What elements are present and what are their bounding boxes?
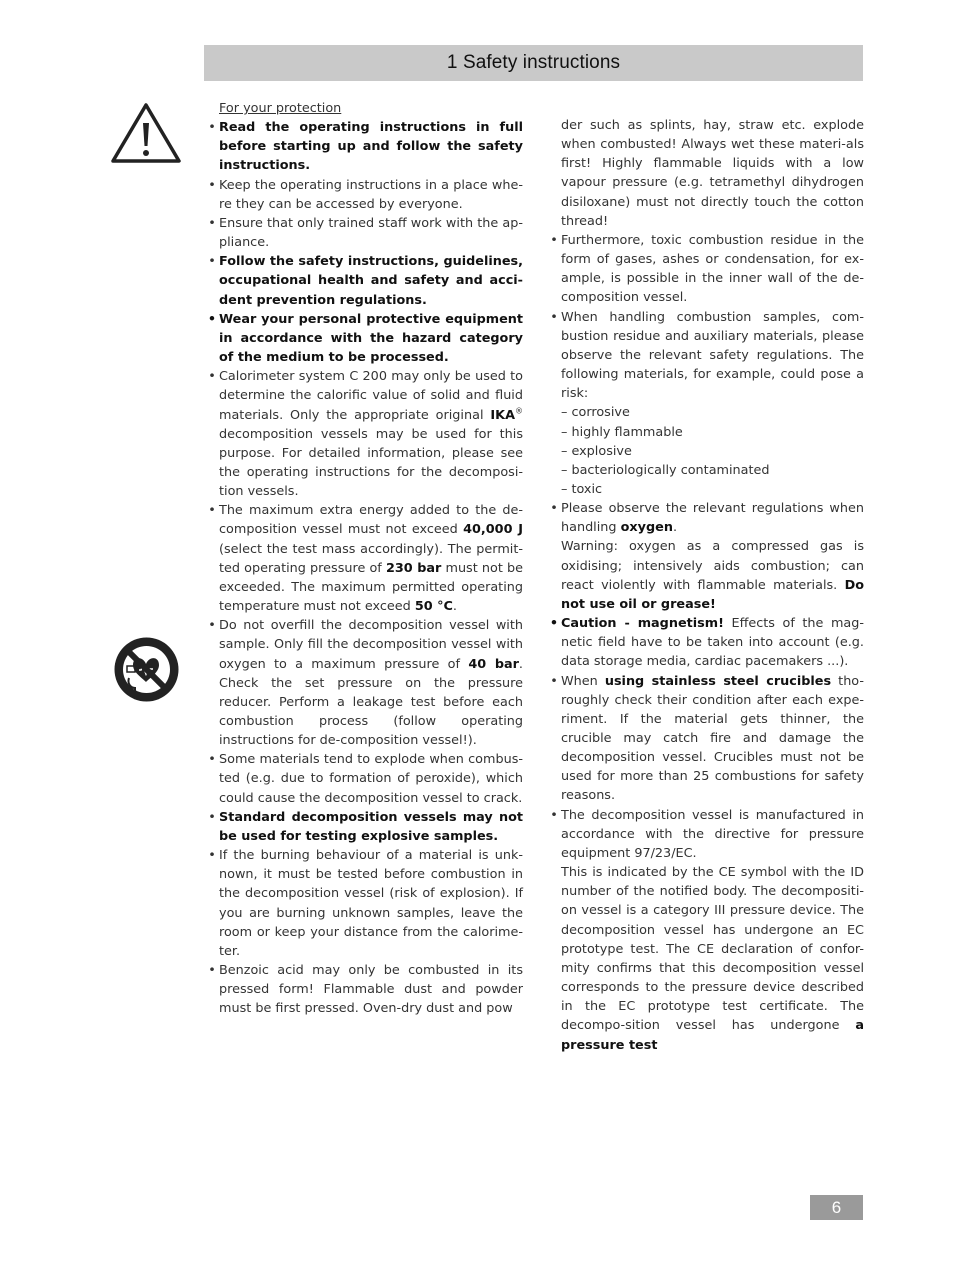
list-item: • When handling combustion samples, com-bustion residue and auxiliary materials, please observe the relevant safety regulations. The following materials, for example, could pose a risk:: [547, 308, 864, 404]
bullet: •: [550, 232, 558, 248]
risk-item: – explosive: [561, 443, 632, 459]
list-item: • The decomposition vessel is manufactured in accordance with the directive for pressure equipment 97/23/EC.: [547, 806, 864, 863]
page-title: 1 Safety instructions: [446, 52, 621, 73]
right-column: [547, 116, 864, 1055]
risk-item: – highly flammable: [561, 424, 683, 440]
list-item: • Caution - magnetism! Effects of the mag-netic field have to be taken into account (e.g. data storage media, cardiac pacemakers ...).: [547, 614, 864, 671]
bullet: •: [550, 673, 558, 689]
list-item: • Furthermore, toxic combustion residue in the form of gases, ashes or condensation, for ex-ample, is possible in the inner wall of the de-composition vessel.: [547, 231, 864, 308]
bullet: •: [208, 809, 216, 825]
risk-item: – bacteriologically contaminated: [561, 462, 770, 478]
bullet: •: [550, 501, 558, 517]
list-item: • The maximum extra energy added to the de-composition vessel must not exceed 40,000 J (select the test mass accordingly). The permit-ted operating pressure of 230 bar must not be exceeded. The maximum permitted operating temperature must not exceed 50 °C.: [205, 501, 523, 616]
list-item: • Standard decomposition vessels may not be used for testing explosive samples.: [205, 808, 523, 846]
list-item: • Read the operating instructions in full before starting up and follow the safety instructions.: [205, 118, 523, 175]
bullet: •: [208, 618, 216, 634]
bullet: •: [550, 807, 558, 823]
list-item: • If the burning behaviour of a material is unk-nown, it must be tested before combustion in the decomposition vessel (risk of explosion). If you are burning unknown samples, leave the room or keep your distance from the calorime-ter.: [205, 846, 523, 961]
list-item: • When using stainless steel crucibles tho-roughly check their condition after each expe-riment. If the material gets thinner, the crucible may catch fire and damage the decomposition vessel. Crucibles must not be used for more than 25 combustions for safety reasons.: [547, 672, 864, 806]
list-item: • Keep the operating instructions in a place whe-re they can be accessed by everyone.: [205, 176, 523, 214]
list-item: • Do not overfill the decomposition vessel with sample. Only fill the decomposition vessel with oxygen to a maximum pressure of 40 bar. Check the set pressure on the pressure reducer. Perform a leakage test before each combustion process (follow operating instructions for de-composition vessel!).: [205, 616, 523, 750]
bullet: •: [208, 963, 216, 979]
left-column: [205, 99, 523, 1019]
paragraph: der such as splints, hay, straw etc. explode when combusted! Always wet these materi-als first! Highly flammable liquids with a low vapour pressure (e.g. tetramethyl dihydrogen disiloxane) must not directly touch the cotton thread!: [561, 118, 864, 229]
bullet: •: [550, 309, 558, 325]
warning-text: Warning: oxygen as a compressed gas is oxidising; intensively aids combustion; can react violently with flammable materials. Do not use oil or grease!: [561, 539, 865, 612]
bullet: •: [208, 752, 216, 768]
list-item: • Some materials tend to explode when combus-ted (e.g. due to formation of peroxide), which could cause the decomposition vessel to crack.: [205, 750, 523, 807]
bullet: •: [208, 848, 216, 864]
bullet: •: [207, 311, 217, 327]
page-header: [204, 45, 863, 81]
bullet: •: [208, 369, 216, 385]
bullet: •: [549, 616, 559, 632]
list-item: • Calorimeter system C 200 may only be used to determine the calorific value of solid and fluid materials. Only the appropriate original IKA® decomposition vessels may be used for this purpose. For detailed information, please see the operating instructions for the decomposi-tion vessels.: [205, 367, 523, 501]
risk-item: – corrosive: [561, 405, 630, 421]
no-pacemaker-icon: [113, 636, 180, 703]
bullet: •: [208, 503, 216, 519]
list-item: • Benzoic acid may only be combusted in its pressed form! Flammable dust and powder must be first pressed. Oven-dry dust and pow: [205, 961, 523, 1018]
section-label: For your protection: [219, 101, 342, 116]
risk-item: – toxic: [561, 481, 603, 497]
list-item: • Please observe the relevant regulations when handling oxygen.: [547, 499, 864, 537]
paragraph: This is indicated by the CE symbol with the ID number of the notified body. The decompositi-on vessel is a category III pressure device. The decomposition vessel has undergone an EC prototype test. The CE declaration of confor-mity confirms that this decomposition vessel corresponds to the pressure device described in the EC prototype test certificate. The decompo-sition vessel has undergone a pressure test: [561, 865, 864, 1053]
bullet: •: [208, 177, 216, 193]
list-item: • Wear your personal protective equipment in accordance with the hazard category of the medium to be processed.: [205, 310, 523, 367]
list-item: • Follow the safety instructions, guidelines, occupational health and safety and acci-dent prevention regulations.: [205, 252, 523, 309]
brand-name: IKA: [490, 407, 515, 423]
warning-triangle-icon: [110, 101, 182, 165]
bullet: •: [208, 215, 216, 231]
bullet: •: [208, 120, 216, 136]
bullet: •: [208, 254, 216, 270]
page-number: 6: [810, 1195, 863, 1220]
list-item: • Ensure that only trained staff work with the ap-pliance.: [205, 214, 523, 252]
